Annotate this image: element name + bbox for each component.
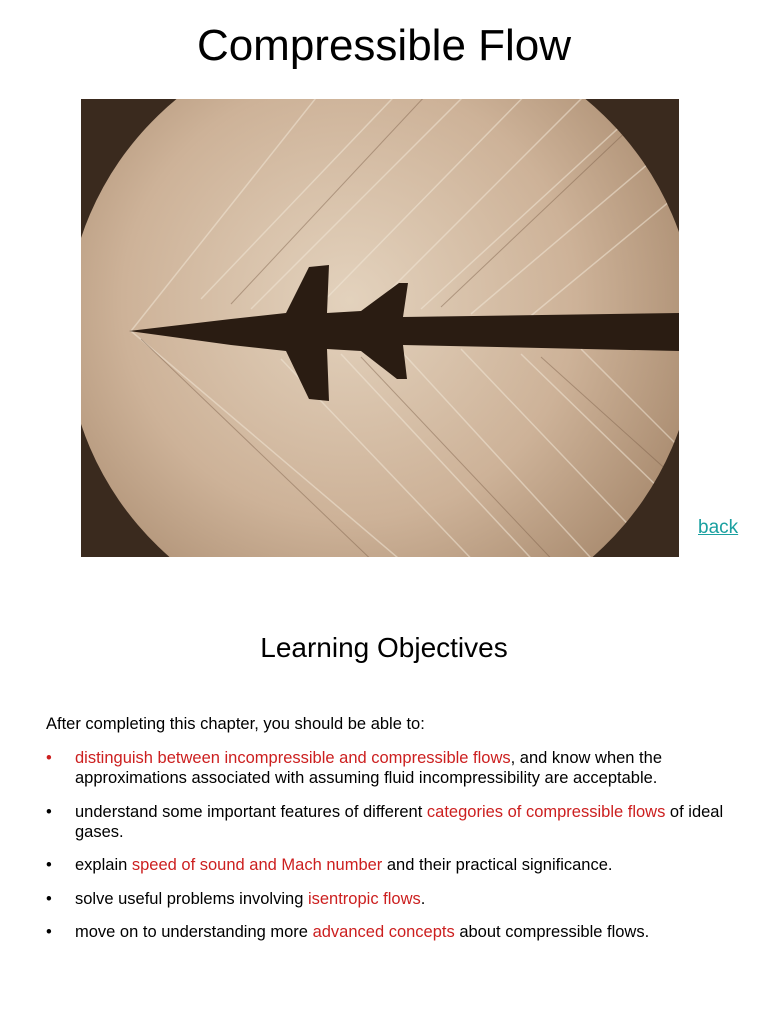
section-heading: Learning Objectives xyxy=(260,632,508,663)
back-link[interactable]: back xyxy=(698,517,739,538)
bullet: • xyxy=(46,749,52,767)
item-text: about compressible flows. xyxy=(454,923,650,941)
item-text: explain xyxy=(75,856,132,874)
highlight-term: speed of sound and Mach number xyxy=(131,856,383,874)
highlight-term: isentropic flows xyxy=(307,889,421,908)
bullet: • xyxy=(46,889,52,908)
intro-text: After completing this chapter, you should be able to: xyxy=(46,715,425,733)
item-text: move on to understanding more xyxy=(75,923,313,941)
highlight-term: categories of compressible flows xyxy=(426,802,666,821)
bullet: • xyxy=(46,802,52,821)
item-text: solve useful problems involving xyxy=(75,889,308,908)
item-text: understand some important features of different xyxy=(75,802,427,821)
page-title: Compressible Flow xyxy=(196,21,572,70)
item-text: , and know when the approximations associated with assuming fluid incompressibility are acceptable. xyxy=(75,749,662,787)
item-text: and their practical significance. xyxy=(382,856,613,874)
list-item xyxy=(46,889,726,909)
item-text: of ideal gases. xyxy=(75,802,724,841)
highlight-term: advanced concepts xyxy=(312,923,455,941)
objectives-list xyxy=(46,748,726,956)
schlieren-photo xyxy=(81,99,679,557)
list-item xyxy=(46,748,726,788)
highlight-term: distinguish between incompressible and compressible flows xyxy=(75,749,511,767)
list-item xyxy=(46,855,726,875)
bullet: • xyxy=(46,856,52,874)
list-item xyxy=(46,802,726,842)
bullet: • xyxy=(46,923,52,941)
item-text: . xyxy=(420,889,426,908)
list-item xyxy=(46,922,726,942)
